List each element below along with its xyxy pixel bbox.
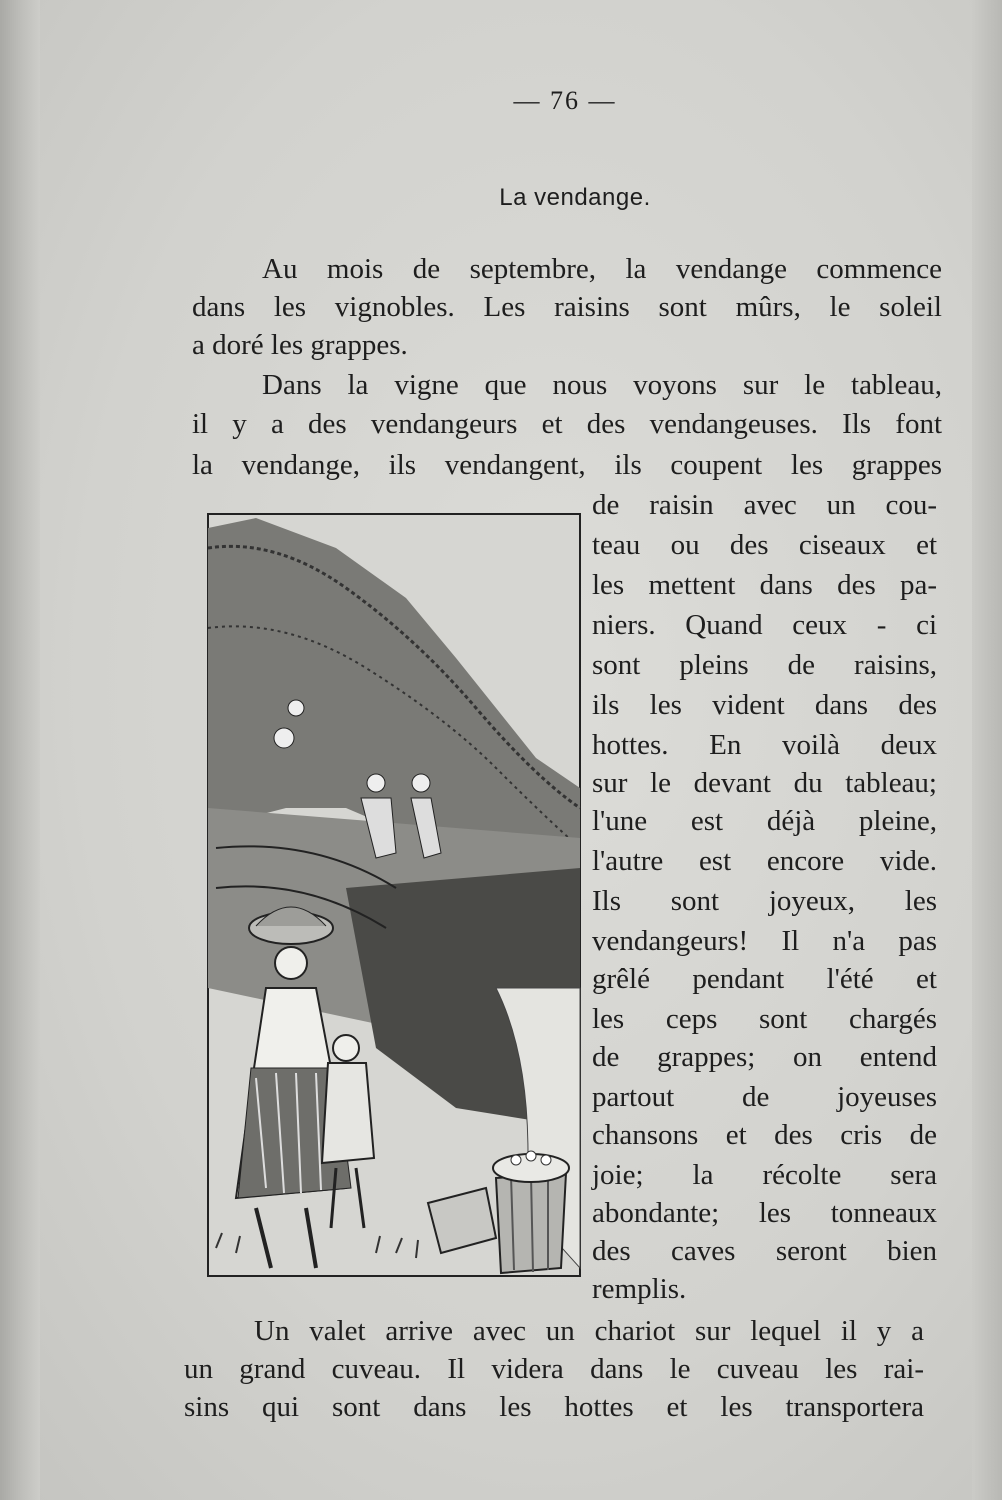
text-line: de raisin avec un cou- — [592, 489, 937, 521]
text-line: Un valet arrive avec un chariot sur lequel il y a — [254, 1315, 924, 1347]
vineyard-illustration — [196, 508, 584, 1282]
text-line: hottes. En voilà deux — [592, 729, 937, 761]
text-line: un grand cuveau. Il videra dans le cuveau les rai- — [184, 1353, 924, 1385]
text-line: il y a des vendangeurs et des vendangeuses. Ils font — [192, 408, 942, 440]
text-line: les mettent dans des pa- — [592, 569, 937, 601]
page-title: La vendange. — [499, 184, 651, 211]
book-spine-shadow — [0, 0, 40, 1500]
text-line: remplis. — [592, 1273, 687, 1305]
text-line: sins qui sont dans les hottes et les transportera — [184, 1391, 924, 1423]
page-edge-shadow — [972, 0, 1002, 1500]
text-line: des caves seront bien — [592, 1235, 937, 1267]
text-line: grêlé pendant l'été et — [592, 963, 937, 995]
text-line: chansons et des cris de — [592, 1119, 937, 1151]
text-line: Ils sont joyeux, les — [592, 885, 937, 917]
text-line: sur le devant du tableau; — [592, 767, 937, 799]
text-line: niers. Quand ceux - ci — [592, 609, 937, 641]
text-line: partout de joyeuses — [592, 1081, 937, 1113]
text-line: l'autre est encore vide. — [592, 845, 937, 877]
text-line: abondante; les tonneaux — [592, 1197, 937, 1229]
text-line: Au mois de septembre, la vendange commence — [262, 253, 942, 285]
text-line: Dans la vigne que nous voyons sur le tableau, — [262, 369, 942, 401]
text-line: vendangeurs! Il n'a pas — [592, 925, 937, 957]
text-line: ils les vident dans des — [592, 689, 937, 721]
text-line: joie; la récolte sera — [592, 1159, 937, 1191]
text-line: les ceps sont chargés — [592, 1003, 937, 1035]
text-line: de grappes; on entend — [592, 1041, 937, 1073]
text-line: sont pleins de raisins, — [592, 649, 937, 681]
text-line: teau ou des ciseaux et — [592, 529, 937, 561]
text-line: dans les vignobles. Les raisins sont mûrs, le soleil — [192, 291, 942, 323]
text-line: l'une est déjà pleine, — [592, 805, 937, 837]
text-line: la vendange, ils vendangent, ils coupent les grappes — [192, 449, 942, 481]
page-number: — 76 — — [513, 86, 617, 115]
text-line: a doré les grappes. — [192, 329, 408, 361]
